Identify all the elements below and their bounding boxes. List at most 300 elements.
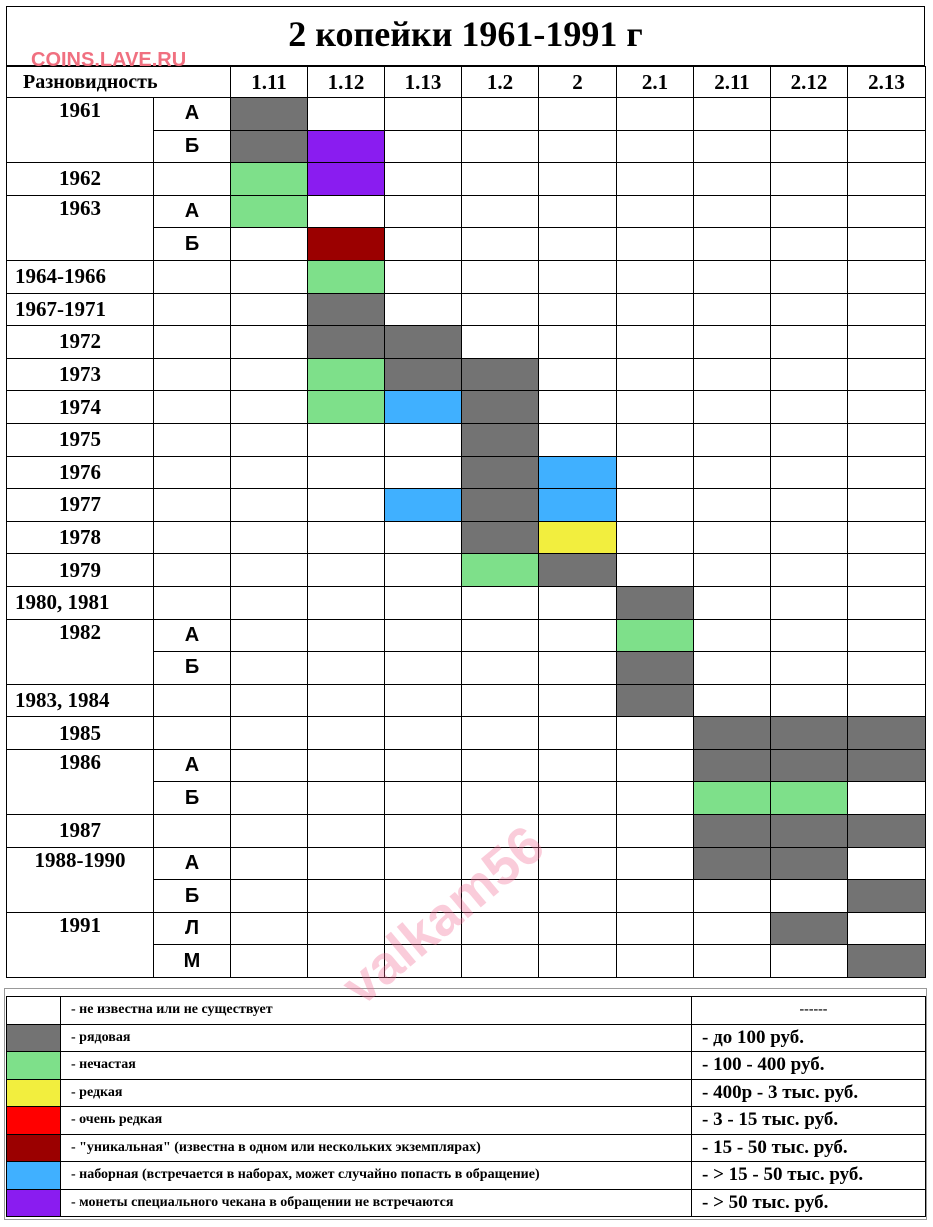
mint-cell: А [154,619,231,652]
rarity-cell-uncommon [308,260,385,293]
empty-cell [771,260,848,293]
empty-cell [462,195,539,228]
rarity-cell-common [848,945,926,978]
empty-cell [694,358,771,391]
empty-cell [539,912,617,945]
empty-cell [462,847,539,880]
empty-cell [385,423,462,456]
table-row [7,586,926,619]
empty-cell [617,717,694,750]
empty-cell [231,847,308,880]
empty-cell [771,163,848,196]
empty-cell [231,782,308,815]
empty-cell [539,586,617,619]
rarity-cell-common [848,717,926,750]
empty-cell [694,195,771,228]
rarity-cell-uncommon [308,358,385,391]
mint-cell [154,293,231,326]
empty-cell [462,782,539,815]
empty-cell [385,130,462,163]
mint-cell: Б [154,228,231,261]
page-title: 2 копейки 1961-1991 г [288,14,643,54]
empty-cell [617,163,694,196]
legend-row [7,1162,926,1190]
empty-cell [462,717,539,750]
empty-cell [539,391,617,424]
empty-cell [617,456,694,489]
rarity-cell-common [231,130,308,163]
legend-description: - рядовая [61,1024,692,1052]
empty-cell [848,652,926,685]
empty-cell [308,98,385,131]
mint-cell: Л [154,912,231,945]
empty-cell [848,847,926,880]
empty-cell [539,652,617,685]
empty-cell [848,163,926,196]
empty-cell [462,619,539,652]
empty-cell [385,912,462,945]
rarity-cell-special [308,130,385,163]
table-row [7,749,926,782]
rarity-cell-common [385,326,462,359]
mint-cell: Б [154,880,231,913]
empty-cell [694,391,771,424]
empty-cell [771,554,848,587]
empty-cell [385,847,462,880]
rarity-cell-common [848,880,926,913]
table-row [7,717,926,750]
rarity-cell-common [308,293,385,326]
empty-cell [231,293,308,326]
legend-description: - не известна или не существует [61,997,692,1025]
year-cell: 1967-1971 [7,293,154,326]
rarity-cell-common [462,456,539,489]
table-row [7,684,926,717]
empty-cell [617,195,694,228]
legend-row [7,1079,926,1107]
empty-cell [848,98,926,131]
rarity-cell-common [694,847,771,880]
empty-cell [771,489,848,522]
empty-cell [617,358,694,391]
empty-cell [385,652,462,685]
empty-cell [771,228,848,261]
empty-cell [231,489,308,522]
empty-cell [617,391,694,424]
empty-cell [231,717,308,750]
year-cell: 1986 [7,749,154,814]
legend-description: - редкая [61,1079,692,1107]
rarity-cell-uncommon [694,782,771,815]
empty-cell [771,195,848,228]
legend-swatch [7,1107,61,1135]
empty-cell [694,554,771,587]
table-row [7,456,926,489]
empty-cell [617,847,694,880]
empty-cell [385,293,462,326]
varieties-table [6,66,926,978]
header-col: 2.1 [617,67,694,98]
table-row [7,521,926,554]
empty-cell [539,945,617,978]
legend-swatch [7,1134,61,1162]
empty-cell [539,717,617,750]
empty-cell [694,489,771,522]
empty-cell [771,423,848,456]
empty-cell [539,293,617,326]
empty-cell [308,195,385,228]
year-cell: 1977 [7,489,154,522]
header-col: 1.11 [231,67,308,98]
empty-cell [848,391,926,424]
empty-cell [308,619,385,652]
empty-cell [308,489,385,522]
legend-price: - > 15 - 50 тыс. руб. [692,1162,926,1190]
legend-row [7,1134,926,1162]
legend-price: ------ [692,997,926,1025]
year-cell: 1974 [7,391,154,424]
mint-cell: А [154,195,231,228]
empty-cell [385,717,462,750]
rarity-cell-common [385,358,462,391]
empty-cell [617,912,694,945]
empty-cell [539,782,617,815]
empty-cell [385,554,462,587]
legend-description: - монеты специального чекана в обращении не встречаются [61,1189,692,1217]
rarity-cell-special [308,163,385,196]
mint-cell [154,423,231,456]
rarity-cell-common [462,489,539,522]
empty-cell [462,163,539,196]
empty-cell [231,684,308,717]
legend-table [6,996,926,1217]
rarity-cell-common [771,815,848,848]
empty-cell [771,293,848,326]
empty-cell [771,456,848,489]
empty-cell [694,945,771,978]
empty-cell [231,228,308,261]
empty-cell [848,195,926,228]
mint-cell [154,391,231,424]
rarity-cell-common [617,586,694,619]
year-cell: 1973 [7,358,154,391]
empty-cell [848,489,926,522]
year-cell: 1983, 1984 [7,684,154,717]
mint-cell [154,326,231,359]
table-row [7,912,926,945]
empty-cell [462,945,539,978]
mint-cell [154,489,231,522]
empty-cell [385,782,462,815]
empty-cell [617,782,694,815]
empty-cell [539,130,617,163]
empty-cell [848,521,926,554]
header-col: 2 [539,67,617,98]
empty-cell [694,423,771,456]
empty-cell [308,684,385,717]
empty-cell [771,945,848,978]
header-col: 2.13 [848,67,926,98]
empty-cell [771,619,848,652]
empty-cell [617,880,694,913]
empty-cell [231,652,308,685]
empty-cell [385,815,462,848]
table-row [7,847,926,880]
empty-cell [694,98,771,131]
empty-cell [617,749,694,782]
empty-cell [848,554,926,587]
rarity-cell-uncommon [462,554,539,587]
rarity-cell-set [539,489,617,522]
empty-cell [617,326,694,359]
empty-cell [385,880,462,913]
empty-cell [694,293,771,326]
empty-cell [231,586,308,619]
empty-cell [231,326,308,359]
mint-cell: Б [154,130,231,163]
empty-cell [231,619,308,652]
rarity-cell-common [848,749,926,782]
empty-cell [694,586,771,619]
empty-cell [771,130,848,163]
empty-cell [308,782,385,815]
empty-cell [385,586,462,619]
empty-cell [308,521,385,554]
empty-cell [462,815,539,848]
empty-cell [462,293,539,326]
table-row [7,163,926,196]
rarity-cell-common [771,912,848,945]
empty-cell [462,130,539,163]
legend-description: - очень редкая [61,1107,692,1135]
header-col: 2.12 [771,67,848,98]
empty-cell [771,684,848,717]
empty-cell [771,391,848,424]
empty-cell [694,880,771,913]
rarity-cell-common [617,652,694,685]
legend-row [7,1052,926,1080]
table-row [7,815,926,848]
header-col: 1.12 [308,67,385,98]
empty-cell [771,880,848,913]
legend-swatch [7,997,61,1025]
empty-cell [462,652,539,685]
table-row [7,489,926,522]
watermark: valkam56 [330,814,556,1017]
year-cell: 1988-1990 [7,847,154,912]
empty-cell [848,130,926,163]
empty-cell [694,163,771,196]
empty-cell [771,326,848,359]
empty-cell [308,880,385,913]
header-col: 2.11 [694,67,771,98]
year-cell: 1978 [7,521,154,554]
empty-cell [539,847,617,880]
empty-cell [694,619,771,652]
legend-swatch [7,1162,61,1190]
empty-cell [385,195,462,228]
rarity-cell-uncommon [308,391,385,424]
empty-cell [231,260,308,293]
mint-cell: А [154,98,231,131]
empty-cell [462,98,539,131]
site-watermark: COINS.LAVE.RU [31,49,187,71]
empty-cell [308,652,385,685]
mint-cell: М [154,945,231,978]
rarity-cell-common [462,423,539,456]
empty-cell [771,521,848,554]
legend-row [7,1024,926,1052]
empty-cell [231,815,308,848]
mint-cell [154,717,231,750]
rarity-cell-uncommon [617,619,694,652]
empty-cell [308,912,385,945]
empty-cell [308,586,385,619]
header-variety: Разновидность [7,67,231,98]
legend-swatch [7,1079,61,1107]
year-cell: 1976 [7,456,154,489]
year-cell: 1962 [7,163,154,196]
empty-cell [462,228,539,261]
empty-cell [539,98,617,131]
empty-cell [462,326,539,359]
mint-cell [154,554,231,587]
empty-cell [617,98,694,131]
legend-swatch [7,1052,61,1080]
table-row [7,423,926,456]
table-row [7,293,926,326]
legend-row [7,997,926,1025]
rarity-cell-common [617,684,694,717]
rarity-cell-common [462,358,539,391]
empty-cell [848,684,926,717]
empty-cell [848,293,926,326]
mint-cell [154,815,231,848]
empty-cell [694,521,771,554]
legend-swatch [7,1189,61,1217]
legend-description: - нечастая [61,1052,692,1080]
rarity-cell-common [539,554,617,587]
year-cell: 1980, 1981 [7,586,154,619]
mint-cell: А [154,749,231,782]
header-col: 1.13 [385,67,462,98]
empty-cell [385,98,462,131]
legend-price: - 400р - 3 тыс. руб. [692,1079,926,1107]
mint-cell: Б [154,782,231,815]
empty-cell [848,619,926,652]
empty-cell [308,717,385,750]
empty-cell [385,521,462,554]
table-row [7,260,926,293]
year-cell: 1961 [7,98,154,163]
table-row [7,391,926,424]
year-cell: 1987 [7,815,154,848]
mint-cell [154,684,231,717]
table-row [7,554,926,587]
empty-cell [462,260,539,293]
rarity-cell-common [771,847,848,880]
rarity-cell-common [771,717,848,750]
legend-description: - "уникальная" (известна в одном или нескольких экземплярах) [61,1134,692,1162]
empty-cell [385,228,462,261]
legend-price: - до 100 руб. [692,1024,926,1052]
empty-cell [308,423,385,456]
empty-cell [539,423,617,456]
empty-cell [771,358,848,391]
mint-cell: Б [154,652,231,685]
mint-cell [154,260,231,293]
empty-cell [617,228,694,261]
empty-cell [231,358,308,391]
empty-cell [694,652,771,685]
legend-row [7,1107,926,1135]
year-cell: 1985 [7,717,154,750]
year-cell: 1963 [7,195,154,260]
table-row [7,98,926,131]
mint-cell [154,456,231,489]
empty-cell [462,749,539,782]
empty-cell [694,456,771,489]
mint-cell [154,358,231,391]
empty-cell [848,456,926,489]
mint-cell [154,586,231,619]
header-col: 1.2 [462,67,539,98]
empty-cell [848,912,926,945]
empty-cell [385,749,462,782]
empty-cell [848,326,926,359]
mint-cell: А [154,847,231,880]
year-cell: 1964-1966 [7,260,154,293]
empty-cell [385,260,462,293]
empty-cell [462,684,539,717]
empty-cell [694,912,771,945]
empty-cell [617,815,694,848]
empty-cell [385,163,462,196]
rarity-cell-set [385,391,462,424]
table-row [7,195,926,228]
rarity-cell-uncommon [231,195,308,228]
empty-cell [539,619,617,652]
year-cell: 1979 [7,554,154,587]
rarity-cell-common [771,749,848,782]
empty-cell [694,130,771,163]
empty-cell [231,521,308,554]
table-row [7,619,926,652]
rarity-cell-common [694,717,771,750]
rarity-cell-common [694,815,771,848]
empty-cell [694,684,771,717]
table-body [7,98,926,978]
empty-cell [231,945,308,978]
rarity-cell-unique [308,228,385,261]
header-row [7,67,926,98]
title-box [6,6,925,71]
rarity-cell-common [462,391,539,424]
rarity-cell-set [539,456,617,489]
empty-cell [231,880,308,913]
legend-description: - наборная (встречается в наборах, может случайно попасть в обращение) [61,1162,692,1190]
empty-cell [539,260,617,293]
rarity-cell-rare [539,521,617,554]
empty-cell [539,228,617,261]
empty-cell [617,945,694,978]
empty-cell [231,749,308,782]
empty-cell [231,391,308,424]
legend-row [7,1189,926,1217]
empty-cell [539,815,617,848]
legend-price: - 15 - 50 тыс. руб. [692,1134,926,1162]
legend-price: - 3 - 15 тыс. руб. [692,1107,926,1135]
